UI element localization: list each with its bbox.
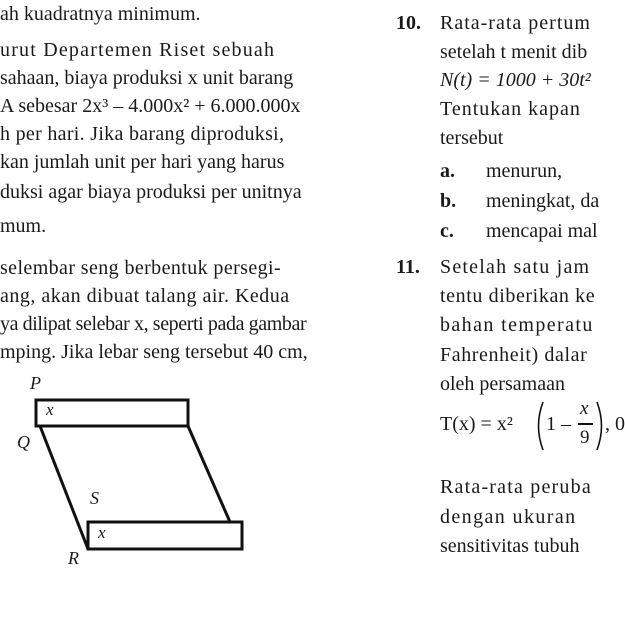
- q10-line-3: N(t) = 1000 + 30t²: [440, 69, 591, 91]
- formula-trail: , 0: [605, 413, 625, 435]
- q10-option-b-label: b.: [440, 190, 457, 212]
- label-s: S: [90, 488, 99, 508]
- formula-one-minus: 1 –: [546, 413, 571, 435]
- left-line-11: ya dilipat selebar x, seperti pada gambar: [0, 313, 307, 335]
- top-fold-box: [36, 400, 188, 426]
- q11-line-1: Setelah satu jam: [440, 256, 591, 278]
- left-line-5: h per hari. Jika barang diproduksi,: [0, 123, 285, 145]
- q11-line-4: Fahrenheit) dalar: [440, 344, 588, 366]
- q10-number: 10.: [396, 12, 421, 34]
- q11-line-3: bahan temperatu: [440, 314, 594, 336]
- label-p: P: [30, 373, 41, 393]
- q10-line-5: tersebut: [440, 127, 504, 149]
- formula-denominator: 9: [580, 427, 590, 448]
- left-line-7: duksi agar biaya produksi per unitnya: [0, 181, 302, 203]
- formula-fraction-bar: [578, 423, 593, 425]
- left-line-3: sahaan, biaya produksi x unit barang: [0, 67, 294, 89]
- q10-line-1: Rata-rata pertum: [440, 12, 591, 34]
- q11-line-5: oleh persamaan: [440, 373, 565, 395]
- left-line-9: selembar seng berbentuk persegi-: [0, 257, 282, 279]
- q11-number: 11.: [396, 256, 420, 278]
- q10-option-c-label: c.: [440, 220, 454, 242]
- q10-option-c-text: mencapai mal: [486, 220, 598, 242]
- left-line-6: kan jumlah unit per hari yang harus: [0, 151, 285, 173]
- formula-left-paren: [532, 400, 546, 452]
- formula-numerator: x: [580, 398, 589, 419]
- q10-line-2: setelah t menit dib: [440, 41, 588, 63]
- left-line-2: urut Departemen Riset sebuah: [0, 39, 276, 61]
- bottom-fold-box: [88, 522, 242, 549]
- q10-option-b-text: meningkat, da: [486, 190, 600, 212]
- q11-after-line-3: sensitivitas tubuh: [440, 535, 580, 557]
- top-box-x: x: [46, 400, 54, 419]
- q10-option-a-text: menurun,: [486, 160, 563, 182]
- left-line-1: ah kuadratnya minimum.: [0, 3, 201, 25]
- left-line-10: ang, akan dibuat talang air. Kedua: [0, 285, 290, 307]
- q10-option-a-label: a.: [440, 160, 455, 182]
- label-r: R: [68, 548, 79, 568]
- left-diagonal: [40, 426, 88, 549]
- q10-line-4: Tentukan kapan: [440, 98, 581, 120]
- left-line-8: mum.: [0, 215, 47, 237]
- q11-after-line-1: Rata-rata peruba: [440, 476, 592, 498]
- q11-line-2: tentu diberikan ke: [440, 285, 596, 307]
- left-line-12: mping. Jika lebar seng tersebut 40 cm,: [0, 341, 308, 363]
- formula-lhs: T(x) = x²: [440, 413, 513, 435]
- q11-after-line-2: dengan ukuran: [440, 506, 577, 528]
- bottom-box-x: x: [98, 523, 106, 542]
- label-q: Q: [17, 432, 30, 452]
- right-diagonal: [188, 426, 230, 522]
- left-line-4: A sebesar 2x³ – 4.000x² + 6.000.000x: [0, 95, 301, 117]
